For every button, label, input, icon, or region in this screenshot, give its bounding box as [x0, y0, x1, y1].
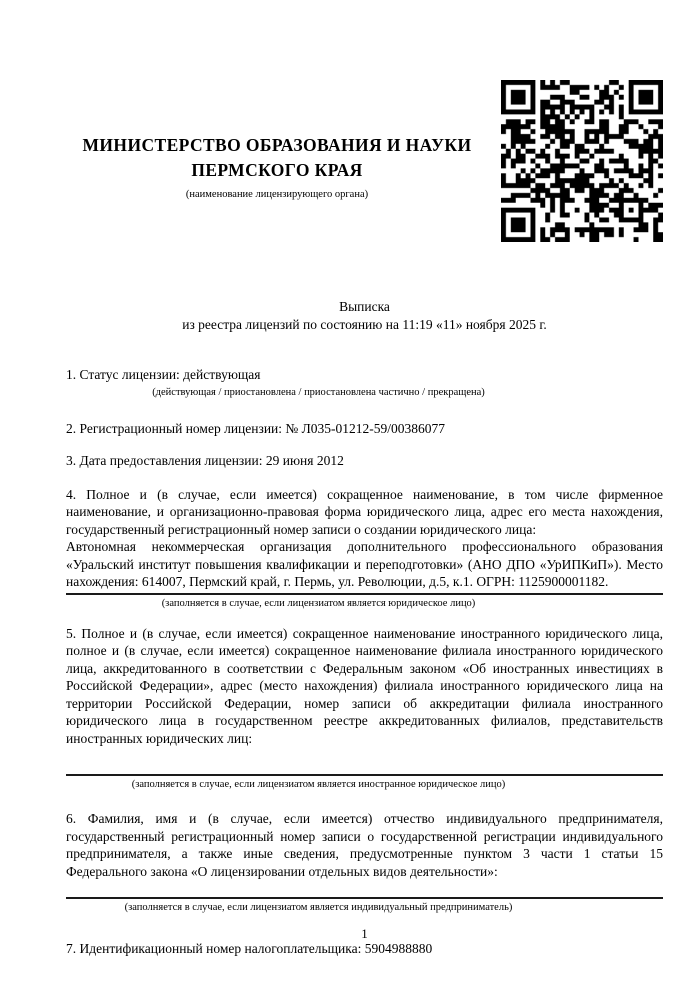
legal-entity-value: Автономная некоммерческая организация дополнительного профессионального образования «Уральский институт повышения квалификации и переподготовки» (АНО ДПО «УрИПКиП»). Место нахождения: 614007, Пермский край, г. Пермь, ул. Революции, д.5, к.1. ОГРН: 1125900001182.: [66, 539, 663, 589]
section-individual-entrepreneur: [66, 810, 663, 914]
foreign-entity-label: 5. Полное и (в случае, если имеется) сокращенное наименование иностранного юридического лица, полное и (в случае, если имеется) сокращенное наименование филиала иностранного юридического лица, аккредитованного в соответствии с Федеральным законом «Об иностранных инвестициях в Российской Федерации», адрес (место нахождения) филиала иностранного юридического лица на территории Российской Федерации, номер записи об аккредитации филиала иностранного юридического лица в государственном реестре аккредитованных филиалов, представительств иностранных юридических лиц:: [66, 625, 663, 746]
license-status-options-caption: (действующая / приостановлена / приостановлена частично / прекращена): [152, 386, 485, 398]
foreign-entity-caption: (заполняется в случае, если лицензиатом является иностранное юридическое лицо): [131, 779, 506, 790]
issuing-authority-header: [66, 133, 488, 201]
legal-entity-label: 4. Полное и (в случае, если имеется) сокращенное наименование, в том числе фирменное наименование, и организационно-правовая форма юридического лица, адрес его места нахождения, государственный регистрационный номер записи о создании юридического лица:: [66, 486, 663, 537]
section-registration-number: [66, 420, 663, 438]
section-license-status: [66, 366, 663, 399]
section-foreign-entity: [66, 625, 663, 792]
entrepreneur-label: 6. Фамилия, имя и (в случае, если имеется) отчество индивидуального предпринимателя, государственный регистрационный номер записи о государственной регистрации индивидуального предпринимателя, а также иные сведения, предусмотренные пунктом 3 части 1 статьи 15 Федерального закона «О лицензировании отдельных видов деятельности»:: [66, 811, 663, 879]
registration-number-text: 2. Регистрационный номер лицензии: № Л035-01212-59/00386077: [66, 420, 446, 436]
entrepreneur-caption: (заполняется в случае, если лицензиатом является индивидуальный предприниматель): [124, 902, 513, 913]
extract-title-text: Выписка: [339, 299, 390, 314]
ministry-name-line2: ПЕРМСКОГО КРАЯ: [191, 160, 363, 180]
grant-date-text: 3. Дата предоставления лицензии: 29 июня 2012: [66, 453, 344, 468]
legal-entity-caption: (заполняется в случае, если лицензиатом является юридическое лицо): [161, 597, 476, 609]
qr-code: [501, 80, 663, 242]
ministry-name-line1: МИНИСТЕРСТВО ОБРАЗОВАНИЯ И НАУКИ: [82, 135, 472, 155]
section-legal-entity: [66, 486, 663, 610]
section-grant-date: [66, 452, 663, 470]
legal-entity-field-underline: [66, 593, 663, 595]
extract-title: [66, 298, 663, 333]
taxpayer-number-text: 7. Идентификационный номер налогоплательщика: 5904988880: [66, 941, 433, 956]
issuing-authority-caption: (наименование лицензирующего органа): [185, 189, 369, 200]
extract-date-line: из реестра лицензий по состоянию на 11:19 «11» ноября 2025 г.: [182, 316, 547, 332]
entrepreneur-field-underline: [66, 897, 663, 899]
license-status-text: 1. Статус лицензии: действующая: [66, 367, 261, 382]
section-taxpayer-number: [66, 940, 663, 958]
foreign-entity-field-underline: [66, 774, 663, 776]
page-number: 1: [361, 926, 368, 941]
